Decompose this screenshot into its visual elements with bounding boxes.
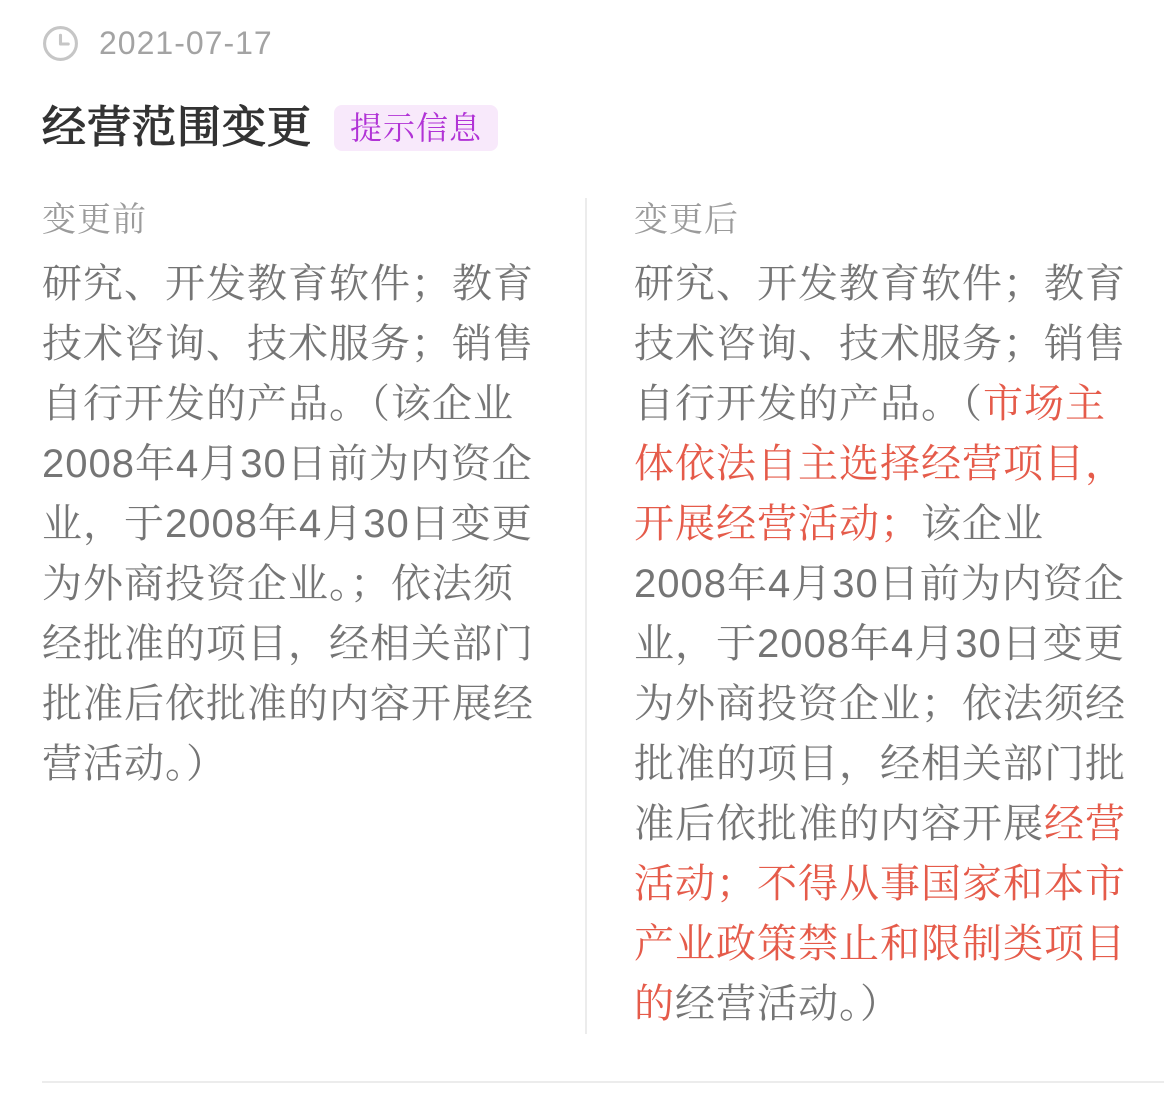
before-column [0, 198, 587, 1034]
record-date: 2021-07-17 [99, 25, 273, 61]
after-text-segment: 经营活动。） [675, 982, 901, 1026]
record-title-row [0, 102, 1170, 154]
after-text-segment: 研究、开发教育软件；教育技术咨询、技术服务；销售自行开发的产品。（ [634, 262, 1126, 426]
after-text-segment-highlight: 市场主体依法自主选择经营项目，开展经营活动； [634, 382, 1126, 546]
clock-icon [42, 25, 79, 62]
before-text-segment: 研究、开发教育软件；教育技术咨询、技术服务；销售自行开发的产品。（该企业2008年4月30日前为内资企业，于2008年4月30日变更为外商投资企业。；依法须经批准的项目，经相关部门批准后依批准的内容开展经营活动。） [42, 262, 534, 786]
before-column-label: 变更前 [42, 201, 147, 239]
page-title: 经营范围变更 [42, 103, 312, 152]
after-text-segment: 该企业2008年4月30日前为内资企业，于2008年4月30日变更为外商投资企业；依法须经批准的项目，经相关部门批准后依批准的内容开展 [634, 502, 1126, 846]
before-column-content [42, 254, 541, 794]
record-date-row [0, 24, 1170, 62]
after-column [587, 198, 1170, 1034]
after-column-content [634, 254, 1130, 1034]
after-text-segment-highlight: 经营活动；不得从事国家和本市产业政策禁止和限制类项目的 [634, 802, 1126, 1026]
bottom-divider [42, 1081, 1164, 1083]
tip-info-badge: 提示信息 [334, 105, 498, 151]
after-column-label: 变更后 [634, 201, 739, 239]
change-diff-columns [0, 198, 1170, 1034]
